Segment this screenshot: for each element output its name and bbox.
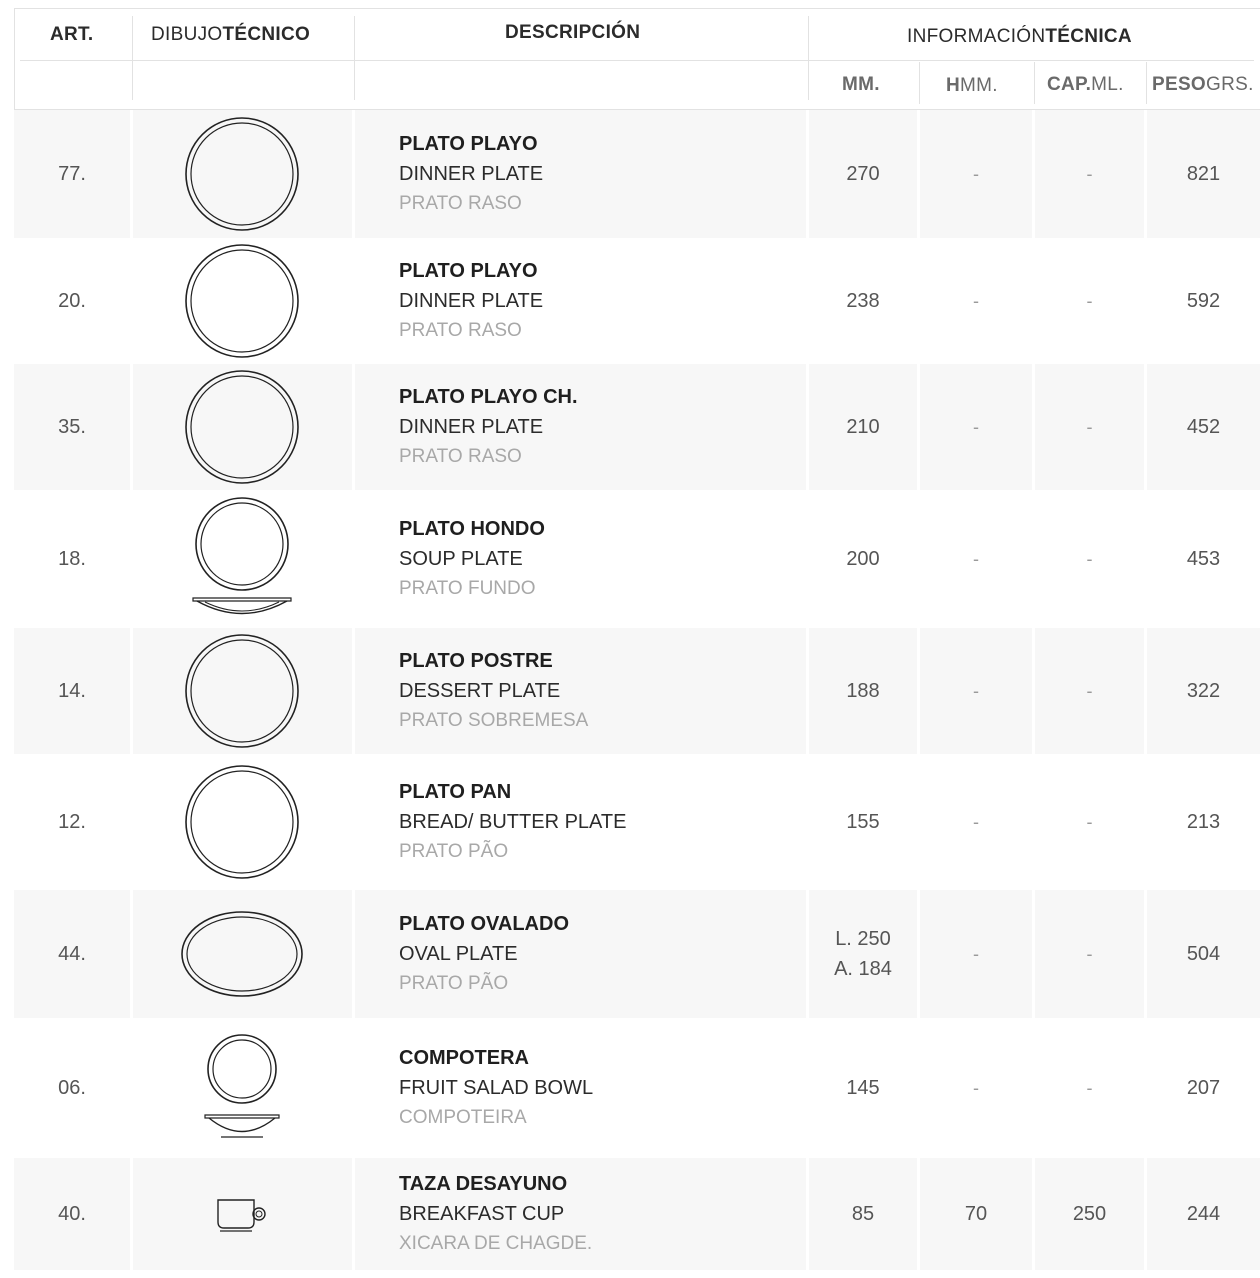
name-english: FRUIT SALAD BOWL — [399, 1077, 594, 1099]
name-portuguese: PRATO PÃO — [399, 973, 509, 994]
diameter-value: 238 — [846, 290, 880, 312]
product-description — [399, 628, 799, 754]
capacity-ml: - — [1086, 416, 1093, 437]
name-spanish: PLATO HONDO — [399, 518, 545, 540]
diameter-value: 85 — [851, 1203, 875, 1225]
oval-plate-icon — [132, 890, 352, 1018]
article-number: 18. — [58, 547, 86, 570]
name-portuguese: PRATO RASO — [399, 446, 522, 467]
weight-grs: 821 — [1186, 162, 1221, 185]
weight-grs: 213 — [1186, 810, 1221, 833]
name-spanish: PLATO PLAYO — [399, 133, 538, 155]
diameter-mm — [809, 240, 917, 362]
diameter-mm — [809, 364, 917, 490]
diameter-value: L. 250 — [835, 928, 891, 950]
header-informacion: INFORMACIÓNTÉCNICA — [907, 26, 1132, 47]
weight-grs: 504 — [1186, 942, 1221, 965]
diameter-mm — [809, 628, 917, 754]
header-divider — [919, 62, 920, 104]
diameter-value: 210 — [846, 416, 880, 438]
height-mm: - — [973, 416, 979, 437]
height-mm: - — [973, 811, 979, 832]
product-description — [399, 1020, 799, 1156]
product-description — [399, 756, 799, 888]
header-divider — [1146, 62, 1147, 104]
diameter-mm — [809, 890, 917, 1018]
product-description — [399, 240, 799, 362]
table-row — [14, 240, 1260, 362]
name-english: OVAL PLATE — [399, 943, 518, 965]
table-row — [14, 628, 1260, 754]
height-mm: - — [973, 1077, 979, 1098]
table-row — [14, 890, 1260, 1018]
header-cap-ml: CAP.ML. — [1047, 74, 1124, 95]
weight-grs: 453 — [1186, 547, 1221, 570]
name-portuguese: PRATO PÃO — [399, 841, 509, 862]
product-description — [399, 492, 799, 626]
name-english: DINNER PLATE — [399, 290, 544, 312]
name-portuguese: PRATO SOBREMESA — [399, 710, 589, 731]
height-mm: - — [973, 163, 979, 184]
diameter-mm — [809, 756, 917, 888]
article-number: 06. — [58, 1076, 86, 1099]
article-number: 20. — [58, 289, 86, 312]
article-number: 40. — [58, 1202, 86, 1225]
article-number: 12. — [58, 810, 86, 833]
header-divider — [808, 16, 809, 100]
header-divider — [1034, 62, 1035, 104]
diameter-value: 270 — [846, 163, 880, 185]
name-english: DESSERT PLATE — [399, 680, 561, 702]
capacity-ml: - — [1086, 811, 1093, 832]
name-spanish: TAZA DESAYUNO — [399, 1173, 568, 1195]
plate-icon — [132, 110, 352, 238]
table-row — [14, 364, 1260, 490]
height-mm: - — [973, 548, 979, 569]
capacity-ml: - — [1086, 163, 1093, 184]
plate-icon — [132, 628, 352, 754]
article-number: 35. — [58, 415, 86, 438]
diameter-mm — [809, 1158, 917, 1270]
diameter-value: 188 — [846, 680, 880, 702]
name-portuguese: PRATO FUNDO — [399, 578, 536, 599]
table-row — [14, 492, 1260, 626]
name-spanish: PLATO PLAYO — [399, 260, 538, 282]
plate-icon — [132, 364, 352, 490]
height-mm: - — [973, 680, 979, 701]
header-art: ART. — [50, 24, 94, 45]
capacity-ml: - — [1086, 548, 1093, 569]
header-divider — [354, 16, 355, 100]
product-description — [399, 110, 799, 238]
height-mm: - — [973, 943, 979, 964]
product-description — [399, 890, 799, 1018]
name-english: SOUP PLATE — [399, 548, 523, 570]
plate-icon — [132, 756, 352, 888]
name-spanish: PLATO PAN — [399, 781, 512, 803]
name-english: BREAD/ BUTTER PLATE — [399, 811, 627, 833]
name-portuguese: COMPOTEIRA — [399, 1107, 527, 1128]
table-row — [14, 1020, 1260, 1156]
weight-grs: 592 — [1186, 289, 1221, 312]
name-english: DINNER PLATE — [399, 416, 544, 438]
product-description — [399, 364, 799, 490]
capacity-ml: - — [1086, 1077, 1093, 1098]
weight-grs: 322 — [1186, 679, 1221, 702]
weight-grs: 244 — [1186, 1202, 1221, 1225]
name-spanish: PLATO PLAYO CH. — [399, 386, 578, 408]
table-row — [14, 1158, 1260, 1270]
plate-icon — [132, 240, 352, 362]
name-portuguese: XICARA DE CHAGDE. — [399, 1233, 593, 1254]
name-portuguese: PRATO RASO — [399, 320, 522, 341]
header-subdivider — [20, 60, 1254, 61]
cup-icon — [132, 1158, 352, 1270]
diameter-value: 145 — [846, 1077, 880, 1099]
diameter-mm — [809, 1020, 917, 1156]
header-dibujo: DIBUJOTÉCNICO — [151, 24, 311, 45]
diameter-value-secondary: A. 184 — [834, 958, 892, 980]
article-number: 77. — [58, 162, 86, 185]
name-spanish: PLATO OVALADO — [399, 913, 569, 935]
diameter-value: 155 — [846, 811, 880, 833]
bowl-icon — [132, 1020, 352, 1156]
header-divider — [132, 16, 133, 100]
height-mm: 70 — [964, 1202, 988, 1225]
diameter-mm — [809, 110, 917, 238]
header-descripcion: DESCRIPCIÓN — [505, 22, 641, 43]
header-h-mm: HMM. — [946, 75, 998, 96]
capacity-ml: - — [1086, 680, 1093, 701]
header-peso-grs: PESOGRS. — [1152, 74, 1254, 95]
name-spanish: PLATO POSTRE — [399, 650, 553, 672]
article-number: 44. — [58, 942, 86, 965]
product-description — [399, 1158, 799, 1270]
height-mm: - — [973, 290, 979, 311]
table-row — [14, 110, 1260, 238]
soup-plate-icon — [132, 492, 352, 626]
capacity-ml: - — [1086, 290, 1093, 311]
article-number: 14. — [58, 679, 86, 702]
header-mm: MM. — [842, 74, 880, 95]
name-english: BREAKFAST CUP — [399, 1203, 565, 1225]
diameter-mm — [809, 492, 917, 626]
diameter-value: 200 — [846, 548, 880, 570]
capacity-ml: 250 — [1072, 1202, 1107, 1225]
weight-grs: 452 — [1186, 415, 1221, 438]
capacity-ml: - — [1086, 943, 1093, 964]
weight-grs: 207 — [1186, 1076, 1221, 1099]
name-spanish: COMPOTERA — [399, 1047, 529, 1069]
name-portuguese: PRATO RASO — [399, 193, 522, 214]
table-row — [14, 756, 1260, 888]
name-english: DINNER PLATE — [399, 163, 544, 185]
